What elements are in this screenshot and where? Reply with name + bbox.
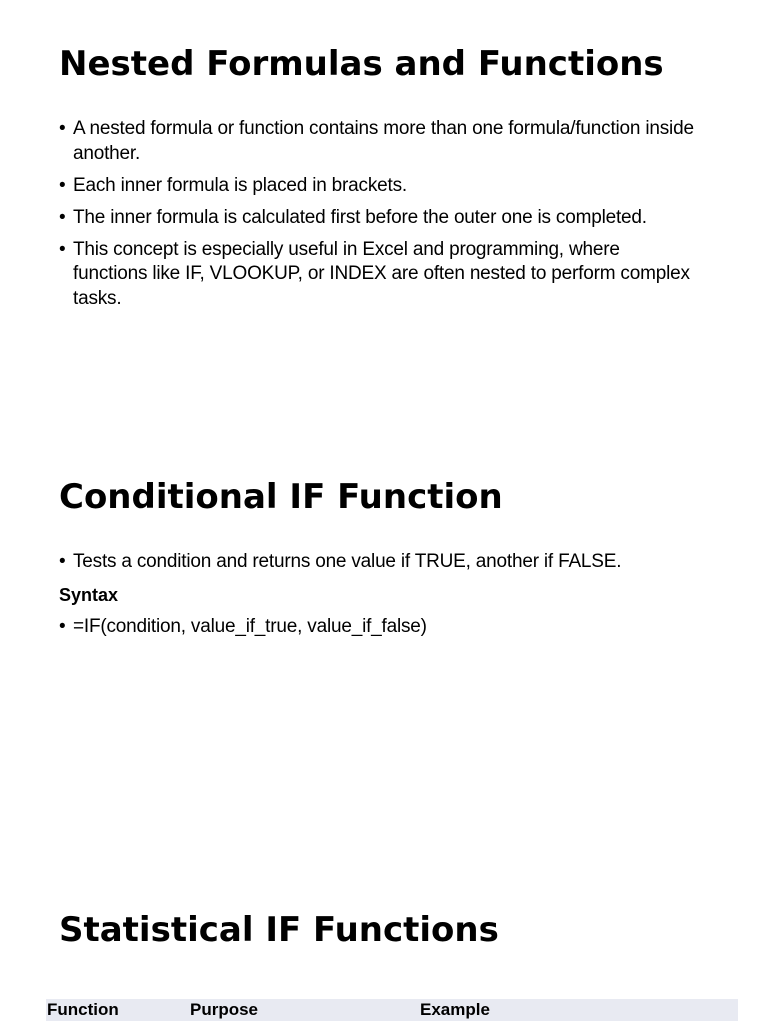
- bullet-dot: •: [59, 551, 66, 572]
- table-header-cell-example: Example: [420, 1000, 490, 1019]
- bullet-item: [59, 238, 699, 312]
- nested-formulas-bullet-list: [59, 117, 699, 319]
- bullet-item: [59, 117, 699, 166]
- bullet-text: The inner formula is calculated first before the outer one is completed.: [73, 206, 647, 228]
- bullet-dot: •: [59, 616, 66, 637]
- table-header-cell-function: Function: [47, 1000, 119, 1019]
- syntax-subheading: Syntax: [59, 585, 119, 605]
- bullet-item: [59, 206, 699, 231]
- conditional-if-bullet-list: [59, 550, 699, 582]
- table-header-cell-purpose: Purpose: [190, 1000, 259, 1019]
- bullet-text: This concept is especially useful in Excel and programming, where functions like IF, VLOOKUP, or INDEX are often nested to perform complex tasks.: [73, 238, 690, 309]
- syntax-bullet-list: [59, 615, 699, 647]
- bullet-text: Tests a condition and returns one value if TRUE, another if FALSE.: [73, 551, 622, 572]
- bullet-dot: •: [59, 238, 66, 260]
- bullet-dot: •: [59, 206, 66, 228]
- bullet-item: [59, 615, 699, 640]
- section-title-statistical-if: Statistical IF Functions: [59, 910, 499, 950]
- section-title-conditional-if: Conditional IF Function: [59, 477, 503, 517]
- bullet-dot: •: [59, 174, 66, 196]
- section-title-nested-formulas: Nested Formulas and Functions: [59, 44, 664, 84]
- bullet-text: Each inner formula is placed in brackets.: [73, 174, 407, 196]
- bullet-text: A nested formula or function contains more than one formula/function inside another.: [73, 118, 694, 164]
- bullet-item: [59, 174, 699, 199]
- table-header-row: [46, 999, 738, 1021]
- syntax-formula-text: =IF(condition, value_if_true, value_if_false): [73, 616, 427, 637]
- bullet-dot: •: [59, 118, 66, 139]
- bullet-item: [59, 550, 699, 575]
